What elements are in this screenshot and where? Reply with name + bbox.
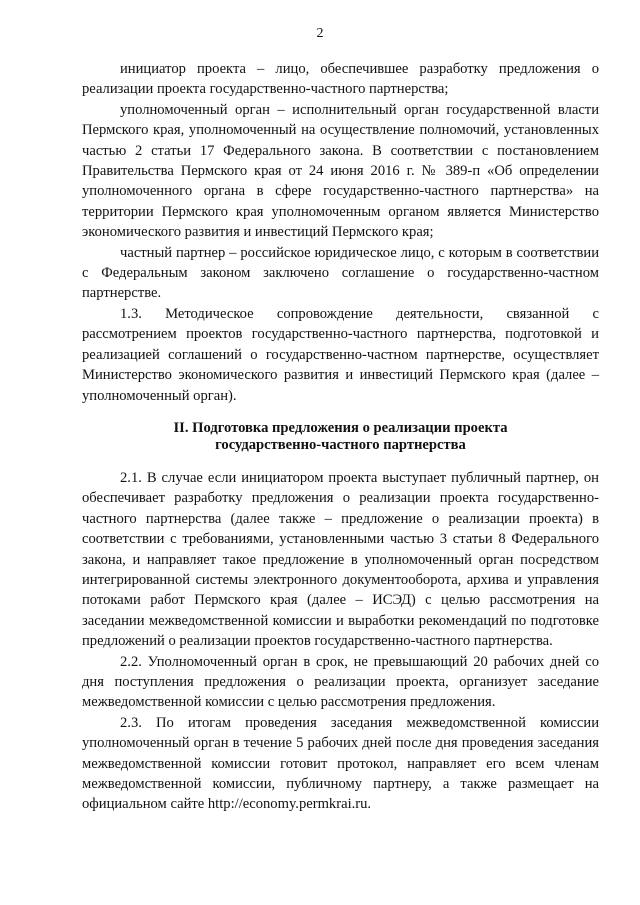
paragraph-private-partner-definition: частный партнер – российское юридическое лицо, с которым в соответствии с Федеральным законом заключено соглашение о государственно-частном партнерстве. bbox=[82, 244, 599, 302]
paragraph-2-1: 2.1. В случае если инициатором проекта выступает публичный партнер, он обеспечивает разработку предложения о реализации проекта государственно-частного партнерства (далее также – предложение о реализации проекта) в соответствии с требованиями, установленными частью 3 статьи 8 Федерального закона, и направляет такое предложение в уполномоченный орган посредством интегрированной системы электронного документооборота, архива и управления потоками работ Пермского края (далее – ИСЭД) с целью рассмотрения на заседании межведомственной комиссии и выработки рекомендаций по подготовке предложений о реализации проектов государственно-частного партнерства. bbox=[82, 469, 599, 650]
paragraph-authorized-body-definition: уполномоченный орган – исполнительный орган государственной власти Пермского края, уполномоченный на осуществление полномочий, установленных частью 2 статьи 17 Федерального закона. В соответствии с постановлением Правительства Пермского края от 24 июня 2016 г. № 389-п «Об определении уполномоченного органа в сфере государственно-частного партнерства» на территории Пермского края уполномоченным органом является Министерство экономического развития и инвестиций Пермского края; bbox=[82, 101, 599, 241]
paragraph-2-2: 2.2. Уполномоченный орган в срок, не превышающий 20 рабочих дней со дня поступления предложения о реализации проекта, организует заседание межведомственной комиссии с целью рассмотрения предложения. bbox=[82, 653, 599, 711]
paragraph-2-3: 2.3. По итогам проведения заседания межведомственной комиссии уполномоченный орган в течение 5 рабочих дней после дня проведения заседания межведомственной комиссии готовит протокол, направляет его всем членам межведомственной комиссии, публичному партнеру, а также размещает на официальном сайте http://economy.permkrai.ru. bbox=[82, 714, 599, 813]
section-heading-line-2: государственно-частного партнерства bbox=[215, 436, 466, 453]
section-heading-line-1: II. Подготовка предложения о реализации проекта bbox=[173, 419, 508, 436]
page-number: 2 bbox=[316, 26, 324, 41]
section-heading bbox=[82, 420, 599, 454]
paragraph-initiator-definition: инициатор проекта – лицо, обеспечившее разработку предложения о реализации проекта государственно-частного партнерства; bbox=[82, 61, 599, 98]
paragraph-1-3: 1.3. Методическое сопровождение деятельности, связанной с рассмотрением проектов государственно-частного партнерства, подготовкой и реализацией соглашений о государственно-частном партнерстве, осуществляет Министерство экономического развития и инвестиций Пермского края (далее – уполномоченный орган). bbox=[82, 305, 599, 404]
document-body bbox=[82, 59, 599, 815]
